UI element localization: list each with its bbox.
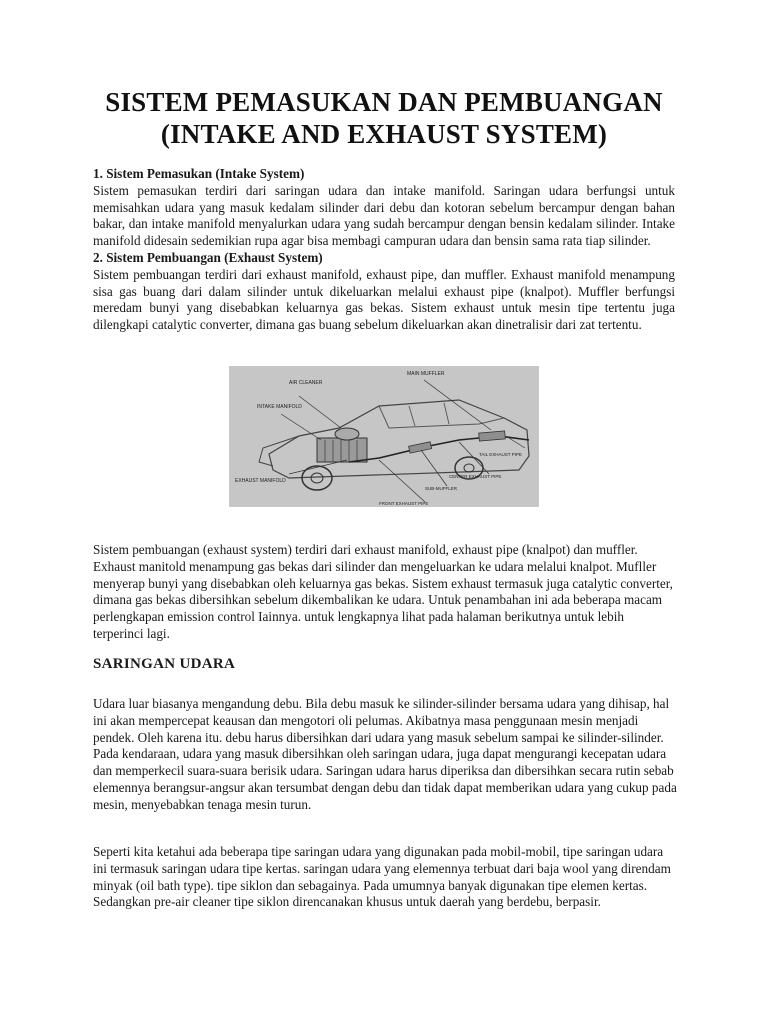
paragraph-saringan-udara-1-text: Udara luar biasanya mengandung debu. Bila debu masuk ke silinder-silinder bersama udara yang dihisap, hal ini akan mempercepat keausan dan mengotori oli pelumas. Akibatnya masa penggunaan mesin menjadi pendek. Oleh karena itu. debu harus dibersihkan dari udara yang masuk sebelum sampai ke silinder-silinder. Pada kendaraan, udara yang masuk dibersihkan oleh saringan udara, juga dapat mengurangi kecepatan udara dan memperkecil suara-suara berisik udara. Saringan udara harus diperiksa dan dibersihkan secara rutin sebab elemennya berangsur-angsur akan tersumbat dengan debu dan tidak dapat memberikan udara yang cukup pada mesin, menyebabkan tenaga mesin turun. <box>93 696 677 812</box>
label-air-cleaner: AIR CLEANER <box>289 380 323 386</box>
label-front-exhaust-pipe: FRONT EXHAUST PIPE <box>379 501 429 506</box>
paragraph-saringan-udara-1 <box>93 696 677 814</box>
section-intake-heading: 1. Sistem Pemasukan (Intake System) <box>93 166 305 181</box>
car-intake-exhaust-diagram <box>229 366 539 507</box>
paragraph-saringan-udara-2 <box>93 844 675 911</box>
section-intake-body: Sistem pemasukan terdiri dari saringan udara dan intake manifold. Saringan udara berfungsi untuk memisahkan udara yang masuk kedalam silinder dari debu dan kotoran sebelum bercampur dengan bahan bakar, dan intake manifold menyalurkan udara yang sudah bercampur dengan bensin kedalam silinder. Intake manifold didesain sedemikian rupa agar bisa membagi campuran udara dan bensin sama rata tiap silinder. <box>93 182 675 249</box>
section-intake <box>93 166 675 334</box>
label-center-exhaust-pipe: CENTER EXHAUST PIPE <box>449 474 502 479</box>
document-title-line-2: (INTAKE AND EXHAUST SYSTEM) <box>160 119 608 149</box>
label-exhaust-manifold: EXHAUST MANIFOLD <box>235 478 286 484</box>
paragraph-exhaust-system-text: Sistem pembuangan (exhaust system) terdiri dari exhaust manifold, exhaust pipe (knalpot) dan muffler. Exhaust manitold menampung gas bekas dari silinder dan mengeluarkan ke udara melalui knalpot. Mufller menyerap bunyi yang disebabkan oleh keluarnya gas bekas. Sistem exhaust termasuk juga catalytic converter, dimana gas bekas dibersihkan sebelum dikembalikan ke udara. Untuk penambahan ini ada beberapa macam perlengkapan emission control Iainnya. untuk lengkapnya lihat pada halaman berikutnya untuk lebih terperinci lagi. <box>93 542 673 641</box>
section-exhaust-heading: 2. Sistem Pembuangan (Exhaust System) <box>93 249 323 265</box>
label-sub-muffler: SUB-MUFFLER <box>425 486 458 491</box>
label-main-muffler: MAIN MUFFLER <box>407 371 445 377</box>
label-tail-exhaust-pipe: TAIL EXHAUST PIPE <box>479 452 522 457</box>
car-diagram-drawing <box>229 366 539 507</box>
label-intake-manifold: INTAKE MANIFOLD <box>257 404 302 410</box>
section-saringan-udara-title: SARINGAN UDARA <box>93 656 236 672</box>
document-title-line-1: SISTEM PEMASUKAN DAN PEMBUANGAN <box>105 87 663 117</box>
paragraph-exhaust-system <box>93 542 673 643</box>
section-exhaust-body: Sistem pembuangan terdiri dari exhaust manifold, exhaust pipe, dan muffler. Exhaust manifold menampung sisa gas buang dari dalam silinder untuk dikeluarkan melalui exhaust pipe (knalpot). Muffler berfungsi meredam bunyi yang disebabkan keluarnya gas bekas. Sistem exhaust untuk mesin tipe tertentu juga dilengkapi catalytic converter, dimana gas buang sebelum dikeluarkan akan dinetralisir dari zat tertentu. <box>93 266 675 333</box>
paragraph-saringan-udara-2-text: Seperti kita ketahui ada beberapa tipe saringan udara yang digunakan pada mobil-mobil, tipe saringan udara ini termasuk saringan udara tipe kertas. saringan udara yang elemennya terbuat dari baja wool yang direndam minyak (oil bath type). tipe siklon dan sebagainya. Pada umumnya banyak digunakan tipe elemen kertas. Sedangkan pre-air cleaner tipe siklon direncanakan khusus untuk daerah yang berdebu, berpasir. <box>93 844 671 910</box>
